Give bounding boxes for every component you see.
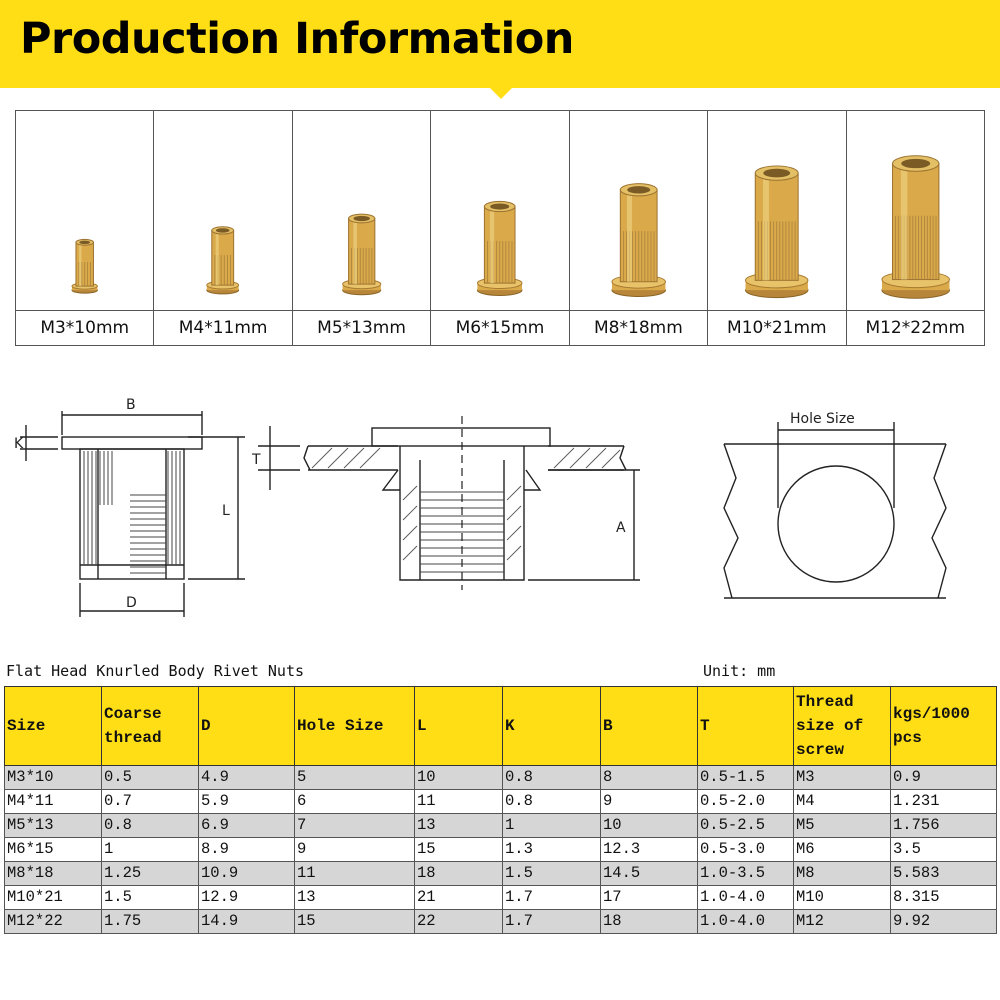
rivet-nut-image [708, 111, 845, 311]
table-cell: 14.9 [199, 910, 295, 934]
table-cell: 0.8 [503, 790, 601, 814]
table-cell: 3.5 [891, 838, 997, 862]
dim-label-t: T [252, 452, 261, 468]
table-cell: 15 [295, 910, 415, 934]
table-cell: 1.25 [102, 862, 199, 886]
product-label: M3*10mm [40, 318, 130, 338]
table-cell: 0.5-1.5 [698, 766, 794, 790]
dim-label-b: B [126, 397, 136, 413]
table-cell: 12.9 [199, 886, 295, 910]
table-cell: M5*13 [5, 814, 102, 838]
table-cell: 11 [415, 790, 503, 814]
col-header-d: D [199, 687, 295, 766]
table-cell: 9 [295, 838, 415, 862]
table-cell: 1.5 [503, 862, 601, 886]
table-cell: 1.5 [102, 886, 199, 910]
table-row [5, 790, 997, 814]
col-header-l: L [415, 687, 503, 766]
table-cell: 0.8 [102, 814, 199, 838]
table-cell: M12*22 [5, 910, 102, 934]
page-title: Production Information [20, 14, 574, 64]
table-cell: M10*21 [5, 886, 102, 910]
table-caption: Flat Head Knurled Body Rivet Nuts [6, 662, 305, 680]
table-row [5, 862, 997, 886]
rivet-nut-image [431, 111, 568, 311]
table-cell: 12.3 [601, 838, 698, 862]
table-unit: Unit: mm [703, 662, 776, 680]
table-cell: 6.9 [199, 814, 295, 838]
col-header-size: Size [5, 687, 102, 766]
spec-table-body [5, 766, 997, 934]
table-cell: M6*15 [5, 838, 102, 862]
table-cell: 10 [415, 766, 503, 790]
table-cell: M8 [794, 862, 891, 886]
table-cell: 13 [295, 886, 415, 910]
table-cell: M3 [794, 766, 891, 790]
table-header-row [5, 687, 997, 766]
rivet-nut-image [570, 111, 707, 311]
table-cell: 7 [295, 814, 415, 838]
product-label: M10*21mm [727, 318, 827, 338]
rivet-nut-image [154, 111, 291, 311]
table-cell: 0.7 [102, 790, 199, 814]
rivet-nut-image [847, 111, 984, 311]
table-cell: 0.8 [503, 766, 601, 790]
table-cell: 9 [601, 790, 698, 814]
table-cell: 15 [415, 838, 503, 862]
col-header-k: K [503, 687, 601, 766]
product-tile [431, 111, 569, 345]
table-cell: 1 [102, 838, 199, 862]
table-cell: 18 [415, 862, 503, 886]
product-label: M6*15mm [455, 318, 545, 338]
table-cell: M3*10 [5, 766, 102, 790]
table-cell: 1.231 [891, 790, 997, 814]
hole-size-label: Hole Size [790, 411, 855, 427]
table-cell: 1.756 [891, 814, 997, 838]
table-cell: 0.5-2.0 [698, 790, 794, 814]
hole-size-drawing [718, 398, 958, 608]
col-header-t: T [698, 687, 794, 766]
banner-pointer [488, 86, 514, 99]
table-cell: 9.92 [891, 910, 997, 934]
table-cell: 5.9 [199, 790, 295, 814]
table-cell: 1.0-4.0 [698, 910, 794, 934]
spec-table [4, 686, 997, 934]
table-cell: 1.75 [102, 910, 199, 934]
table-cell: 0.9 [891, 766, 997, 790]
col-header-weight: kgs/1000 pcs [891, 687, 997, 766]
table-cell: 13 [415, 814, 503, 838]
table-row [5, 814, 997, 838]
col-header-b: B [601, 687, 698, 766]
product-label: M5*13mm [317, 318, 406, 338]
col-header-hole-size: Hole Size [295, 687, 415, 766]
product-tile [293, 111, 431, 345]
table-cell: M8*18 [5, 862, 102, 886]
table-cell: 5.583 [891, 862, 997, 886]
table-cell: 14.5 [601, 862, 698, 886]
rivet-nut-image [16, 111, 153, 311]
title-banner [0, 0, 1000, 88]
dim-label-a: A [616, 520, 626, 536]
product-tile [708, 111, 846, 345]
table-cell: M4 [794, 790, 891, 814]
table-row [5, 886, 997, 910]
dim-label-d: D [126, 595, 137, 611]
table-cell: 0.5-3.0 [698, 838, 794, 862]
product-label: M12*22mm [865, 318, 966, 338]
table-cell: M10 [794, 886, 891, 910]
dimension-drawing [10, 385, 250, 625]
table-row [5, 766, 997, 790]
product-tile [16, 111, 154, 345]
table-cell: M4*11 [5, 790, 102, 814]
table-cell: 17 [601, 886, 698, 910]
table-cell: 5 [295, 766, 415, 790]
table-cell: 0.5 [102, 766, 199, 790]
col-header-screw-thread: Thread size of screw [794, 687, 891, 766]
table-cell: 1.7 [503, 910, 601, 934]
table-cell: M6 [794, 838, 891, 862]
table-cell: 22 [415, 910, 503, 934]
table-cell: M5 [794, 814, 891, 838]
dim-label-l: L [222, 503, 230, 519]
table-cell: 10.9 [199, 862, 295, 886]
table-row [5, 910, 997, 934]
table-cell: 11 [295, 862, 415, 886]
table-cell: 6 [295, 790, 415, 814]
product-tile [154, 111, 292, 345]
table-cell: 1.3 [503, 838, 601, 862]
table-cell: 8.315 [891, 886, 997, 910]
col-header-coarse-thread: Coarse thread [102, 687, 199, 766]
table-cell: M12 [794, 910, 891, 934]
table-cell: 1 [503, 814, 601, 838]
table-cell: 1.0-3.5 [698, 862, 794, 886]
product-tile [847, 111, 984, 345]
table-cell: 1.0-4.0 [698, 886, 794, 910]
table-cell: 10 [601, 814, 698, 838]
product-label: M4*11mm [178, 318, 268, 338]
table-cell: 8 [601, 766, 698, 790]
table-cell: 0.5-2.5 [698, 814, 794, 838]
product-gallery [15, 110, 985, 346]
installation-drawing [248, 400, 648, 600]
table-cell: 4.9 [199, 766, 295, 790]
product-tile [570, 111, 708, 345]
table-cell: 18 [601, 910, 698, 934]
product-label: M8*18mm [594, 318, 683, 338]
table-cell: 8.9 [199, 838, 295, 862]
table-cell: 1.7 [503, 886, 601, 910]
dim-label-k: K [14, 436, 24, 452]
rivet-nut-image [293, 111, 430, 311]
table-cell: 21 [415, 886, 503, 910]
table-row [5, 838, 997, 862]
